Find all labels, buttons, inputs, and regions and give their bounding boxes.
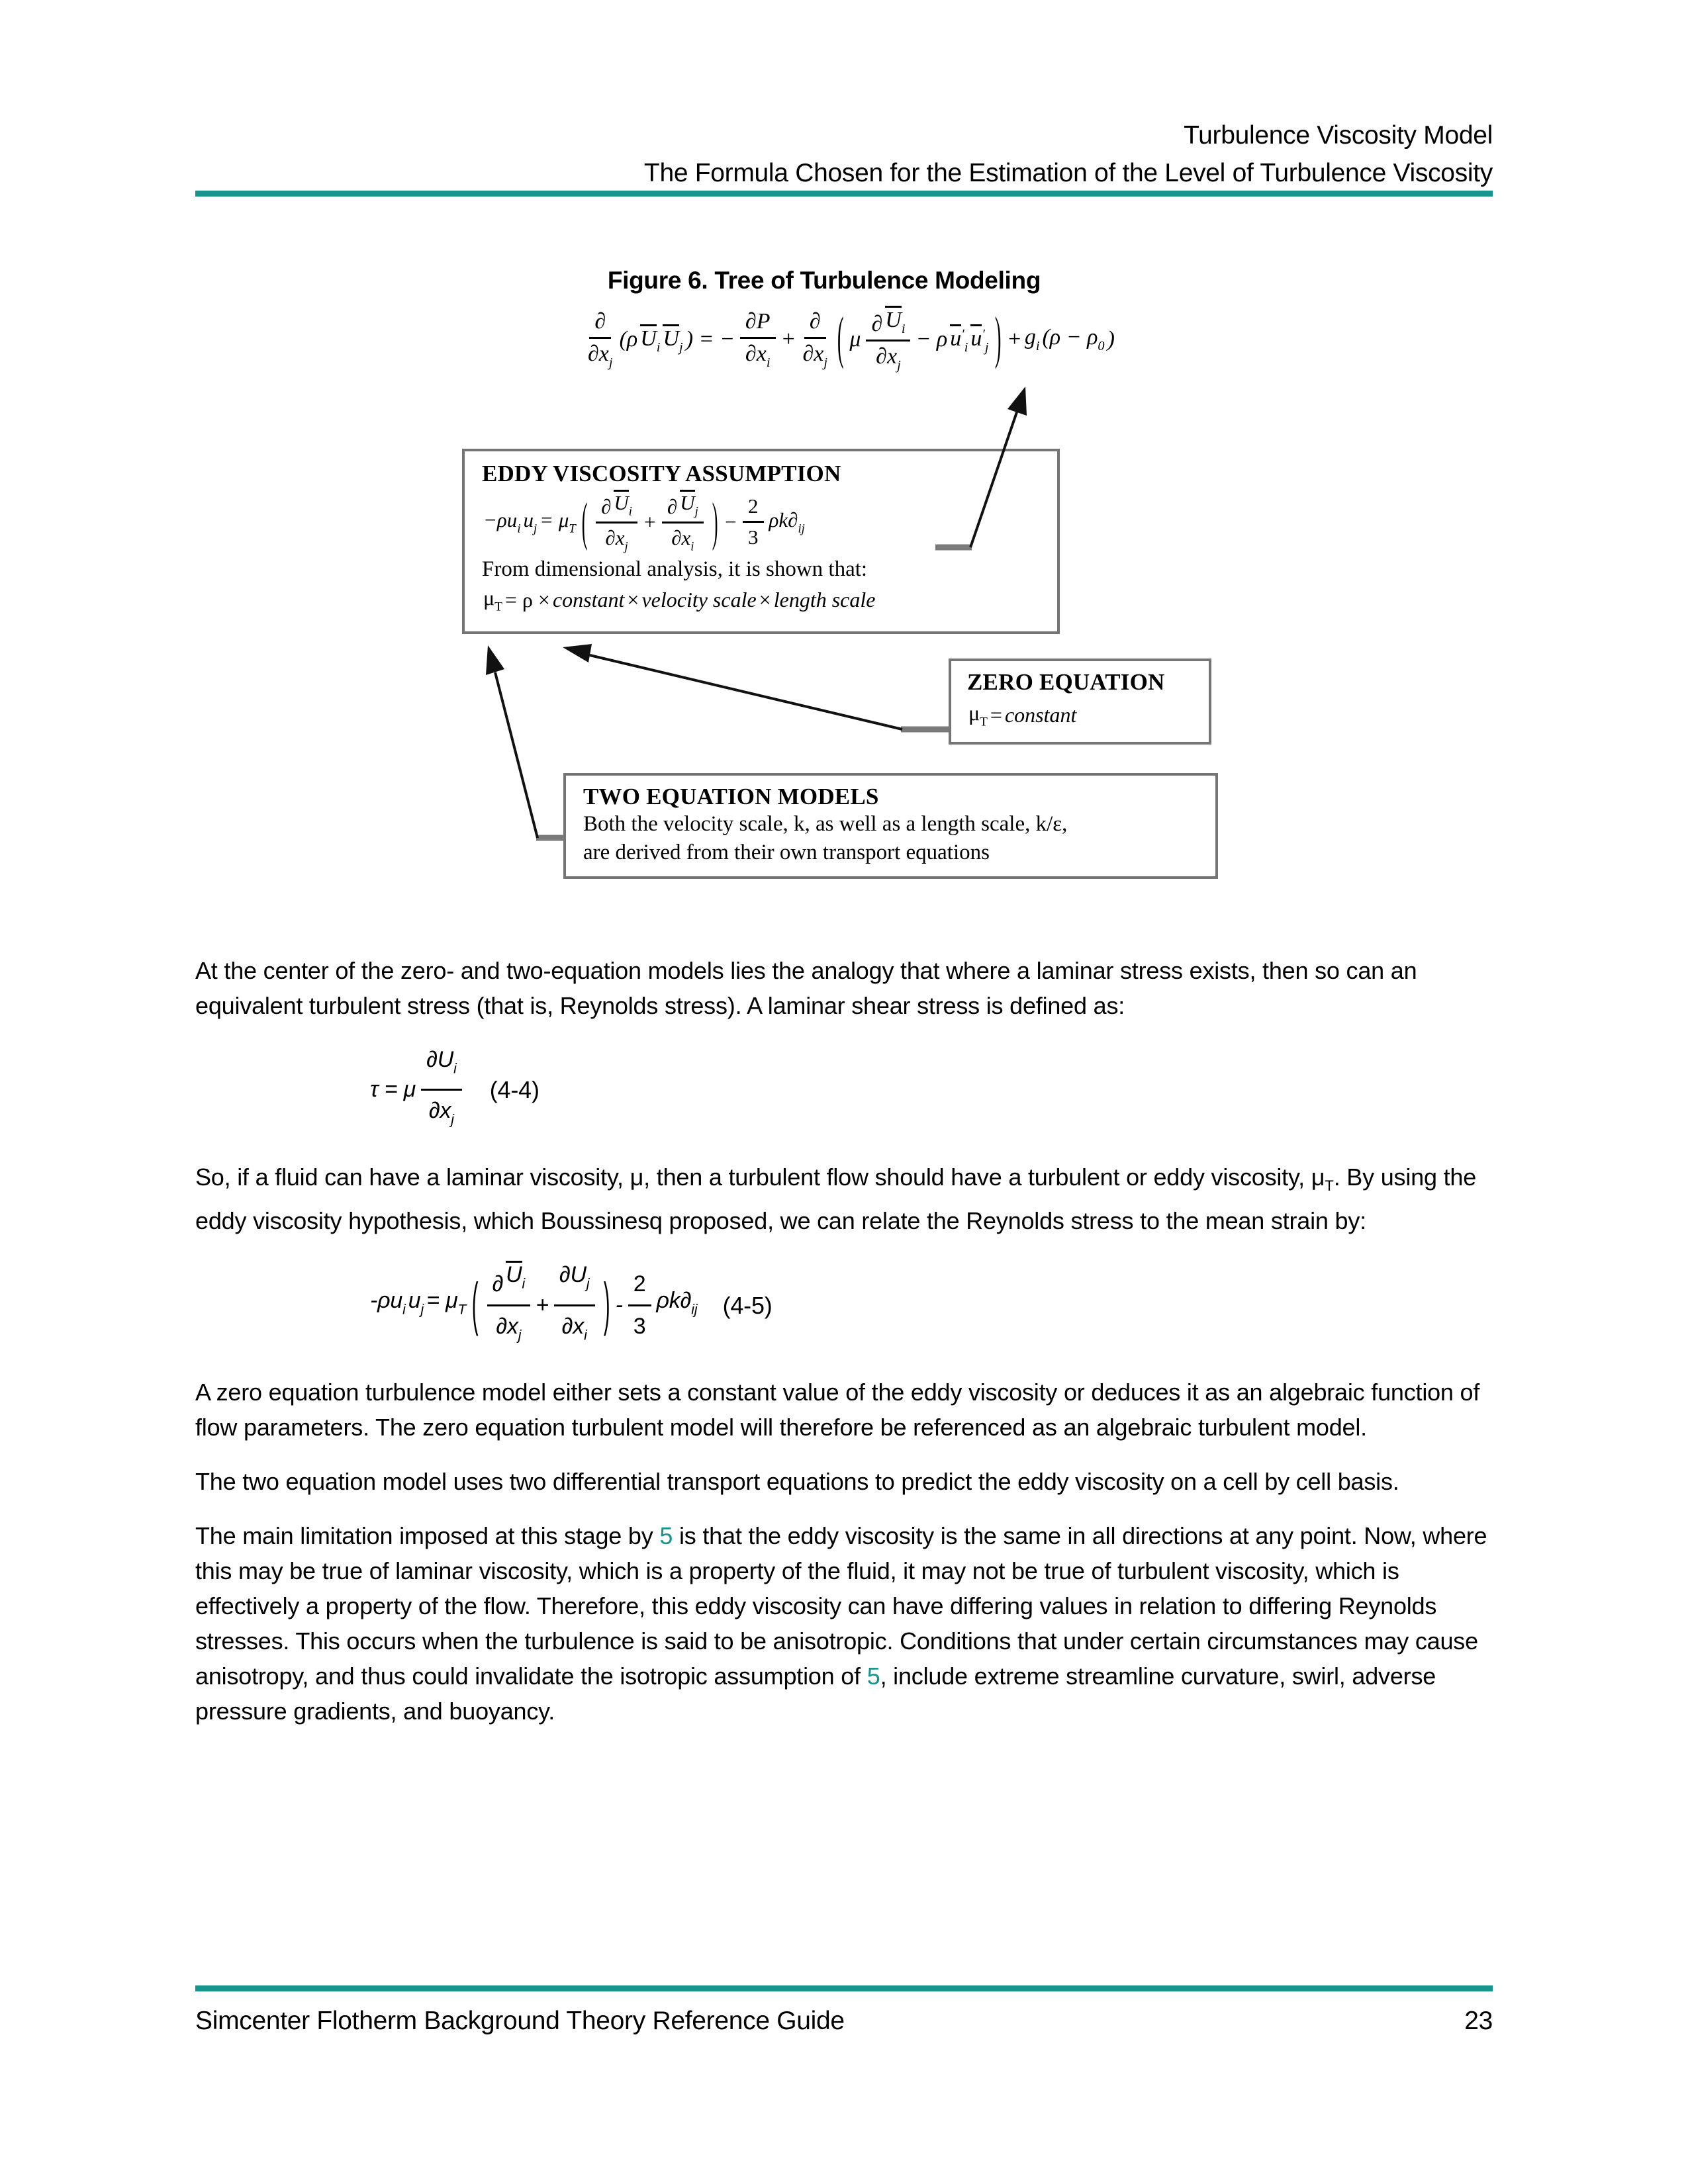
eq-token xyxy=(801,339,829,371)
eq-token: U xyxy=(885,306,902,332)
two-box-line1: Both the velocity scale, k, as well as a length scale, k/ε, xyxy=(583,812,1068,836)
eq-token xyxy=(586,339,614,371)
eq-token: − ρ xyxy=(915,327,948,352)
eq-token: - xyxy=(615,1292,623,1318)
eq-token xyxy=(1005,703,1076,727)
eq-token: = $\mu_T$ xyxy=(426,1287,467,1318)
eq-token xyxy=(505,588,550,612)
paragraph-eddy-viscosity xyxy=(195,1160,1493,1238)
eq-token xyxy=(748,525,759,549)
eq-token xyxy=(487,1257,531,1306)
eq-token xyxy=(667,495,677,519)
eq-token xyxy=(990,703,1002,727)
eq-token: ) = − xyxy=(685,327,735,352)
eq-token: ∂U xyxy=(559,1262,586,1288)
eq-token: ∂ xyxy=(809,308,821,334)
arrow-two-to-eddy-box xyxy=(486,645,564,838)
eq-token: = μ xyxy=(539,508,569,531)
eddy-box-title: EDDY VISCOSITY ASSUMPTION xyxy=(482,461,841,486)
eq-token xyxy=(744,339,772,371)
eq-token xyxy=(589,309,611,339)
eq-token: ∂ xyxy=(594,308,606,334)
eq-token xyxy=(774,588,876,612)
eq-token: ) xyxy=(603,1271,610,1338)
eq-token: 2 xyxy=(633,1271,646,1297)
eq-token xyxy=(641,588,756,612)
page-header xyxy=(644,116,1493,192)
eq-token: + xyxy=(536,1292,549,1318)
eq-token xyxy=(662,490,704,555)
equation-4-5 xyxy=(369,1257,699,1353)
eq-token: × xyxy=(759,588,771,612)
eq-token: ( xyxy=(472,1271,479,1338)
eq-token: $\partial x_j$ xyxy=(605,526,628,554)
eq-token: (ρ xyxy=(619,327,638,352)
equation-4-5-label: (4-5) xyxy=(722,1291,773,1319)
eq-token: μ xyxy=(849,327,861,352)
eq-token: ( xyxy=(837,306,844,371)
eq-token: − xyxy=(724,510,738,533)
figure-caption: Figure 6. Tree of Turbulence Modeling xyxy=(607,267,1041,294)
eq-token: −ρu xyxy=(483,508,518,531)
eq-token: ∂ xyxy=(667,495,678,519)
eq-token: = $\mu_T$ xyxy=(539,508,576,536)
two-equation-models-box xyxy=(563,773,1218,879)
eq-token xyxy=(592,490,708,555)
eq-token: $U_i$ xyxy=(885,306,905,337)
eq-token: $u'_i$ xyxy=(950,324,968,355)
eddy-box-mu-equation xyxy=(482,586,876,615)
eq-token: ∂x xyxy=(496,1313,518,1339)
header-section-title: The Formula Chosen for the Estimation of the Level of Turbulence Viscosity xyxy=(643,159,1493,187)
eq-token: = μ xyxy=(426,1287,458,1313)
footer-document-title: Simcenter Flotherm Background Theory Reference Guide xyxy=(195,2007,845,2035)
eq-token xyxy=(866,306,910,373)
equation-4-4-label: (4-4) xyxy=(489,1076,539,1104)
eq-token xyxy=(370,1072,416,1107)
eq-token: ∂x xyxy=(561,1313,585,1339)
two-box-title: TWO EQUATION MODELS xyxy=(583,784,879,809)
eddy-box-equation xyxy=(482,490,806,555)
eq-token xyxy=(810,309,821,334)
eq-token xyxy=(662,490,704,523)
eq-token xyxy=(536,1288,549,1323)
eq-token xyxy=(596,490,637,555)
eq-token: U xyxy=(640,324,657,351)
paragraph-eddy-viscosity-part2: . By using the eddy viscosity hypothesis, which Boussinesq proposed, we can relate the Reynolds stress to the mean strain by: xyxy=(195,1163,1477,1235)
eq-token xyxy=(604,523,629,554)
eq-token: τ = μ xyxy=(370,1077,416,1103)
eq-token: μ xyxy=(968,701,980,725)
eq-token: u xyxy=(970,324,982,351)
eq-token: $u'_j$ xyxy=(970,324,988,355)
eq-token xyxy=(483,1257,599,1353)
eq-token: $\partial x_j$ xyxy=(588,341,613,370)
eq-token: ∂ xyxy=(871,312,883,337)
eq-token: u xyxy=(523,508,534,531)
eq-token: ∂x xyxy=(605,526,625,550)
equation-4-5-row xyxy=(369,1257,1493,1353)
eq-token: $-\rho u_i$ xyxy=(370,1287,406,1318)
eq-token xyxy=(620,327,638,352)
page-footer xyxy=(195,2007,1493,2036)
eq-token: $U_i$ xyxy=(614,491,632,519)
eq-token: $U_i$ xyxy=(640,324,660,355)
eq-token xyxy=(601,495,611,519)
zero-equation-box xyxy=(949,659,1211,745)
equation-4-4 xyxy=(369,1042,466,1138)
eq-token xyxy=(740,309,776,371)
eq-token: = ρ × xyxy=(504,588,550,612)
eq-token: $\partial x_j$ xyxy=(496,1313,522,1343)
eq-token: ρk∂ xyxy=(769,508,798,531)
limitation-part2: is that the eddy viscosity is the same in all directions at any point. Now, where this may be true of laminar viscosity, which is a property of the fluid, it may not be true of turbulent viscosity, which is effectively a property of the flow. Therefore, this eddy viscosity can have differing values in relation to differing Reynolds stresses. This occurs when the turbulence is said to be anisotropic. Conditions that under certain circumstances may cause anisotropy, and thus could invalidate the isotropic assumption of xyxy=(195,1522,1487,1690)
eq-token: ) xyxy=(1107,327,1115,352)
paragraph-zero-equation-model: A zero equation turbulence model either sets a constant value of the eddy viscosity or deduces it as an algebraic function of flow parameters. The zero equation turbulent model will therefore be referenced as an algebraic turbulent model. xyxy=(195,1379,1480,1441)
eq-token xyxy=(745,309,771,334)
arrow-zero-to-eddy-box xyxy=(563,644,949,729)
eq-token: = xyxy=(990,703,1002,727)
eq-token: ∂ xyxy=(601,495,612,519)
eq-token xyxy=(804,309,826,339)
eq-token xyxy=(759,588,771,612)
equation-4-4-row xyxy=(369,1042,1493,1138)
eq-token xyxy=(586,309,614,371)
limitation-part3: , include extreme streamline curvature, swirl, adverse pressure gradients, and buoyancy. xyxy=(195,1662,1436,1725)
eq-token xyxy=(596,490,637,523)
eq-token: ∂x xyxy=(671,526,691,550)
eq-token xyxy=(871,312,882,337)
eq-token xyxy=(866,306,910,341)
eq-token: u xyxy=(950,324,961,351)
eq-token xyxy=(743,494,764,549)
eq-token xyxy=(632,1306,647,1344)
body-text xyxy=(195,953,1493,1748)
eddy-viscosity-assumption-box xyxy=(462,449,1060,634)
eq-token: ) xyxy=(712,491,718,552)
mu-t-subscript: T xyxy=(1325,1177,1334,1195)
eq-token xyxy=(494,1306,522,1353)
eq-token: velocity scale xyxy=(641,588,757,612)
eq-token: ∂ xyxy=(492,1271,504,1297)
eq-token: 3 xyxy=(633,1313,646,1339)
eq-token xyxy=(492,1267,504,1302)
footer-page-number: 23 xyxy=(1464,2007,1493,2035)
eq-token: U xyxy=(614,491,629,514)
zero-box-equation xyxy=(967,701,1078,730)
eq-token: $U_j$ xyxy=(663,324,682,355)
eq-token: $g_i$ xyxy=(1024,325,1040,354)
eq-token: 3 xyxy=(748,525,759,549)
paragraph-main-limitation xyxy=(195,1518,1493,1729)
paragraph-analogy: At the center of the zero- and two-equation models lies the analogy that where a laminar stress exists, then so can an equivalent turbulent stress (that is, Reynolds stress). A laminar shear stress is defined as: xyxy=(195,957,1417,1019)
eq-token: $U_i$ xyxy=(506,1262,526,1292)
eq-token: U xyxy=(663,324,679,351)
eq-token xyxy=(724,510,737,534)
eq-token: $\partial x_i$ xyxy=(561,1313,587,1343)
eq-token xyxy=(670,523,695,554)
eq-token: constant xyxy=(552,588,625,612)
eq-token xyxy=(594,309,606,334)
eq-token: ∂x xyxy=(428,1098,451,1124)
footer-rule xyxy=(195,1985,1493,1991)
eq-token: g xyxy=(1024,325,1036,350)
eq-token: -ρu xyxy=(370,1287,403,1313)
eq-token: $\rho k\partial_{ij}$ xyxy=(769,508,805,536)
paragraph-eddy-viscosity-part1: So, if a fluid can have a laminar viscosity, μ, then a turbulent flow should have a turbulent or eddy viscosity, μ xyxy=(195,1163,1325,1191)
eddy-box-text: From dimensional analysis, it is shown that: xyxy=(482,557,868,581)
eq-token xyxy=(801,309,829,371)
eq-token xyxy=(747,523,760,549)
eq-token xyxy=(781,327,796,352)
eq-token: $\rho k\partial_{ij}$ xyxy=(656,1287,698,1318)
eq-token xyxy=(627,588,639,612)
eq-token: + xyxy=(1006,327,1022,352)
two-box-line2: are derived from their own transport equations xyxy=(583,841,990,864)
eq-token: + xyxy=(642,510,657,533)
eq-token xyxy=(743,494,764,523)
eq-token xyxy=(740,309,776,339)
eq-token: $-\rho u_i$ xyxy=(483,508,521,536)
figure-main-equation xyxy=(583,306,1116,373)
eq-token xyxy=(428,1091,455,1137)
reference-link-5-second[interactable]: 5 xyxy=(867,1662,880,1690)
eq-token: $u_j$ xyxy=(523,508,538,536)
eq-token: constant xyxy=(1004,703,1077,727)
limitation-part1: The main limitation imposed at this stage by xyxy=(195,1522,660,1550)
eq-token: U xyxy=(506,1262,522,1288)
header-chapter-title: Turbulence Viscosity Model xyxy=(1184,121,1493,150)
eq-token: ρk∂ xyxy=(656,1287,692,1313)
eq-token xyxy=(554,1257,595,1353)
eq-token xyxy=(748,494,759,518)
eq-token: $\partial x_i$ xyxy=(745,341,771,370)
eq-token: $\partial x_j$ xyxy=(876,344,901,373)
eq-token: ∂x xyxy=(745,341,767,366)
eq-token: $U_j$ xyxy=(680,491,698,519)
eq-token: $u_j$ xyxy=(408,1287,424,1318)
paragraph-two-equation-model: The two equation model uses two differential transport equations to predict the eddy viscosity on a cell by cell basis. xyxy=(195,1468,1399,1496)
eq-token: μ xyxy=(483,585,495,610)
eq-token: $\mu_T$ xyxy=(968,701,988,729)
eq-token xyxy=(633,1267,646,1302)
eq-token: (ρ − ρ xyxy=(1042,325,1098,350)
eq-token: U xyxy=(680,491,695,514)
eq-token: ∂x xyxy=(802,341,824,366)
eq-token: $\partial x_j$ xyxy=(428,1098,454,1128)
header-rule xyxy=(195,191,1493,197)
eq-token xyxy=(628,1267,651,1344)
eq-token xyxy=(849,327,861,352)
eq-token xyxy=(686,327,735,352)
eq-token: $\mu_T$ xyxy=(483,585,502,614)
eq-token xyxy=(628,1267,651,1306)
eq-token xyxy=(561,1306,588,1353)
eq-token xyxy=(915,327,947,352)
eq-token: ) xyxy=(994,306,1002,371)
eq-token xyxy=(421,1042,462,1138)
eq-token: + xyxy=(780,327,796,352)
eq-token: length scale xyxy=(773,588,876,612)
eq-token: ∂P xyxy=(745,308,771,334)
eq-token xyxy=(633,1309,646,1344)
eq-token: $\partial U_i$ xyxy=(426,1047,457,1077)
eq-token xyxy=(643,510,657,534)
eq-token xyxy=(616,1288,623,1323)
eq-token: ( xyxy=(581,491,588,552)
eq-token xyxy=(554,1257,595,1306)
reference-link-5-first[interactable]: 5 xyxy=(659,1522,673,1550)
eq-token xyxy=(874,341,902,373)
eq-token: ∂x xyxy=(588,341,609,366)
eq-token: 2 xyxy=(748,494,759,518)
eq-token: $\partial U_j$ xyxy=(559,1262,590,1292)
zero-box-title: ZERO EQUATION xyxy=(967,669,1165,695)
eq-token xyxy=(421,1042,462,1091)
eq-token xyxy=(487,1257,531,1353)
eq-token xyxy=(553,588,624,612)
eq-token: ∂x xyxy=(876,344,898,369)
eq-token: $\partial x_i$ xyxy=(671,526,694,554)
eq-token xyxy=(1007,327,1022,352)
eq-token: ∂U xyxy=(426,1047,454,1072)
eq-token: × xyxy=(627,588,639,612)
eq-token xyxy=(1107,327,1115,352)
eq-token: $\partial x_j$ xyxy=(802,341,828,370)
eq-token: u xyxy=(408,1287,421,1313)
eq-token: ($\rho - \rho_0$ xyxy=(1042,325,1105,354)
eq-token xyxy=(848,306,990,373)
